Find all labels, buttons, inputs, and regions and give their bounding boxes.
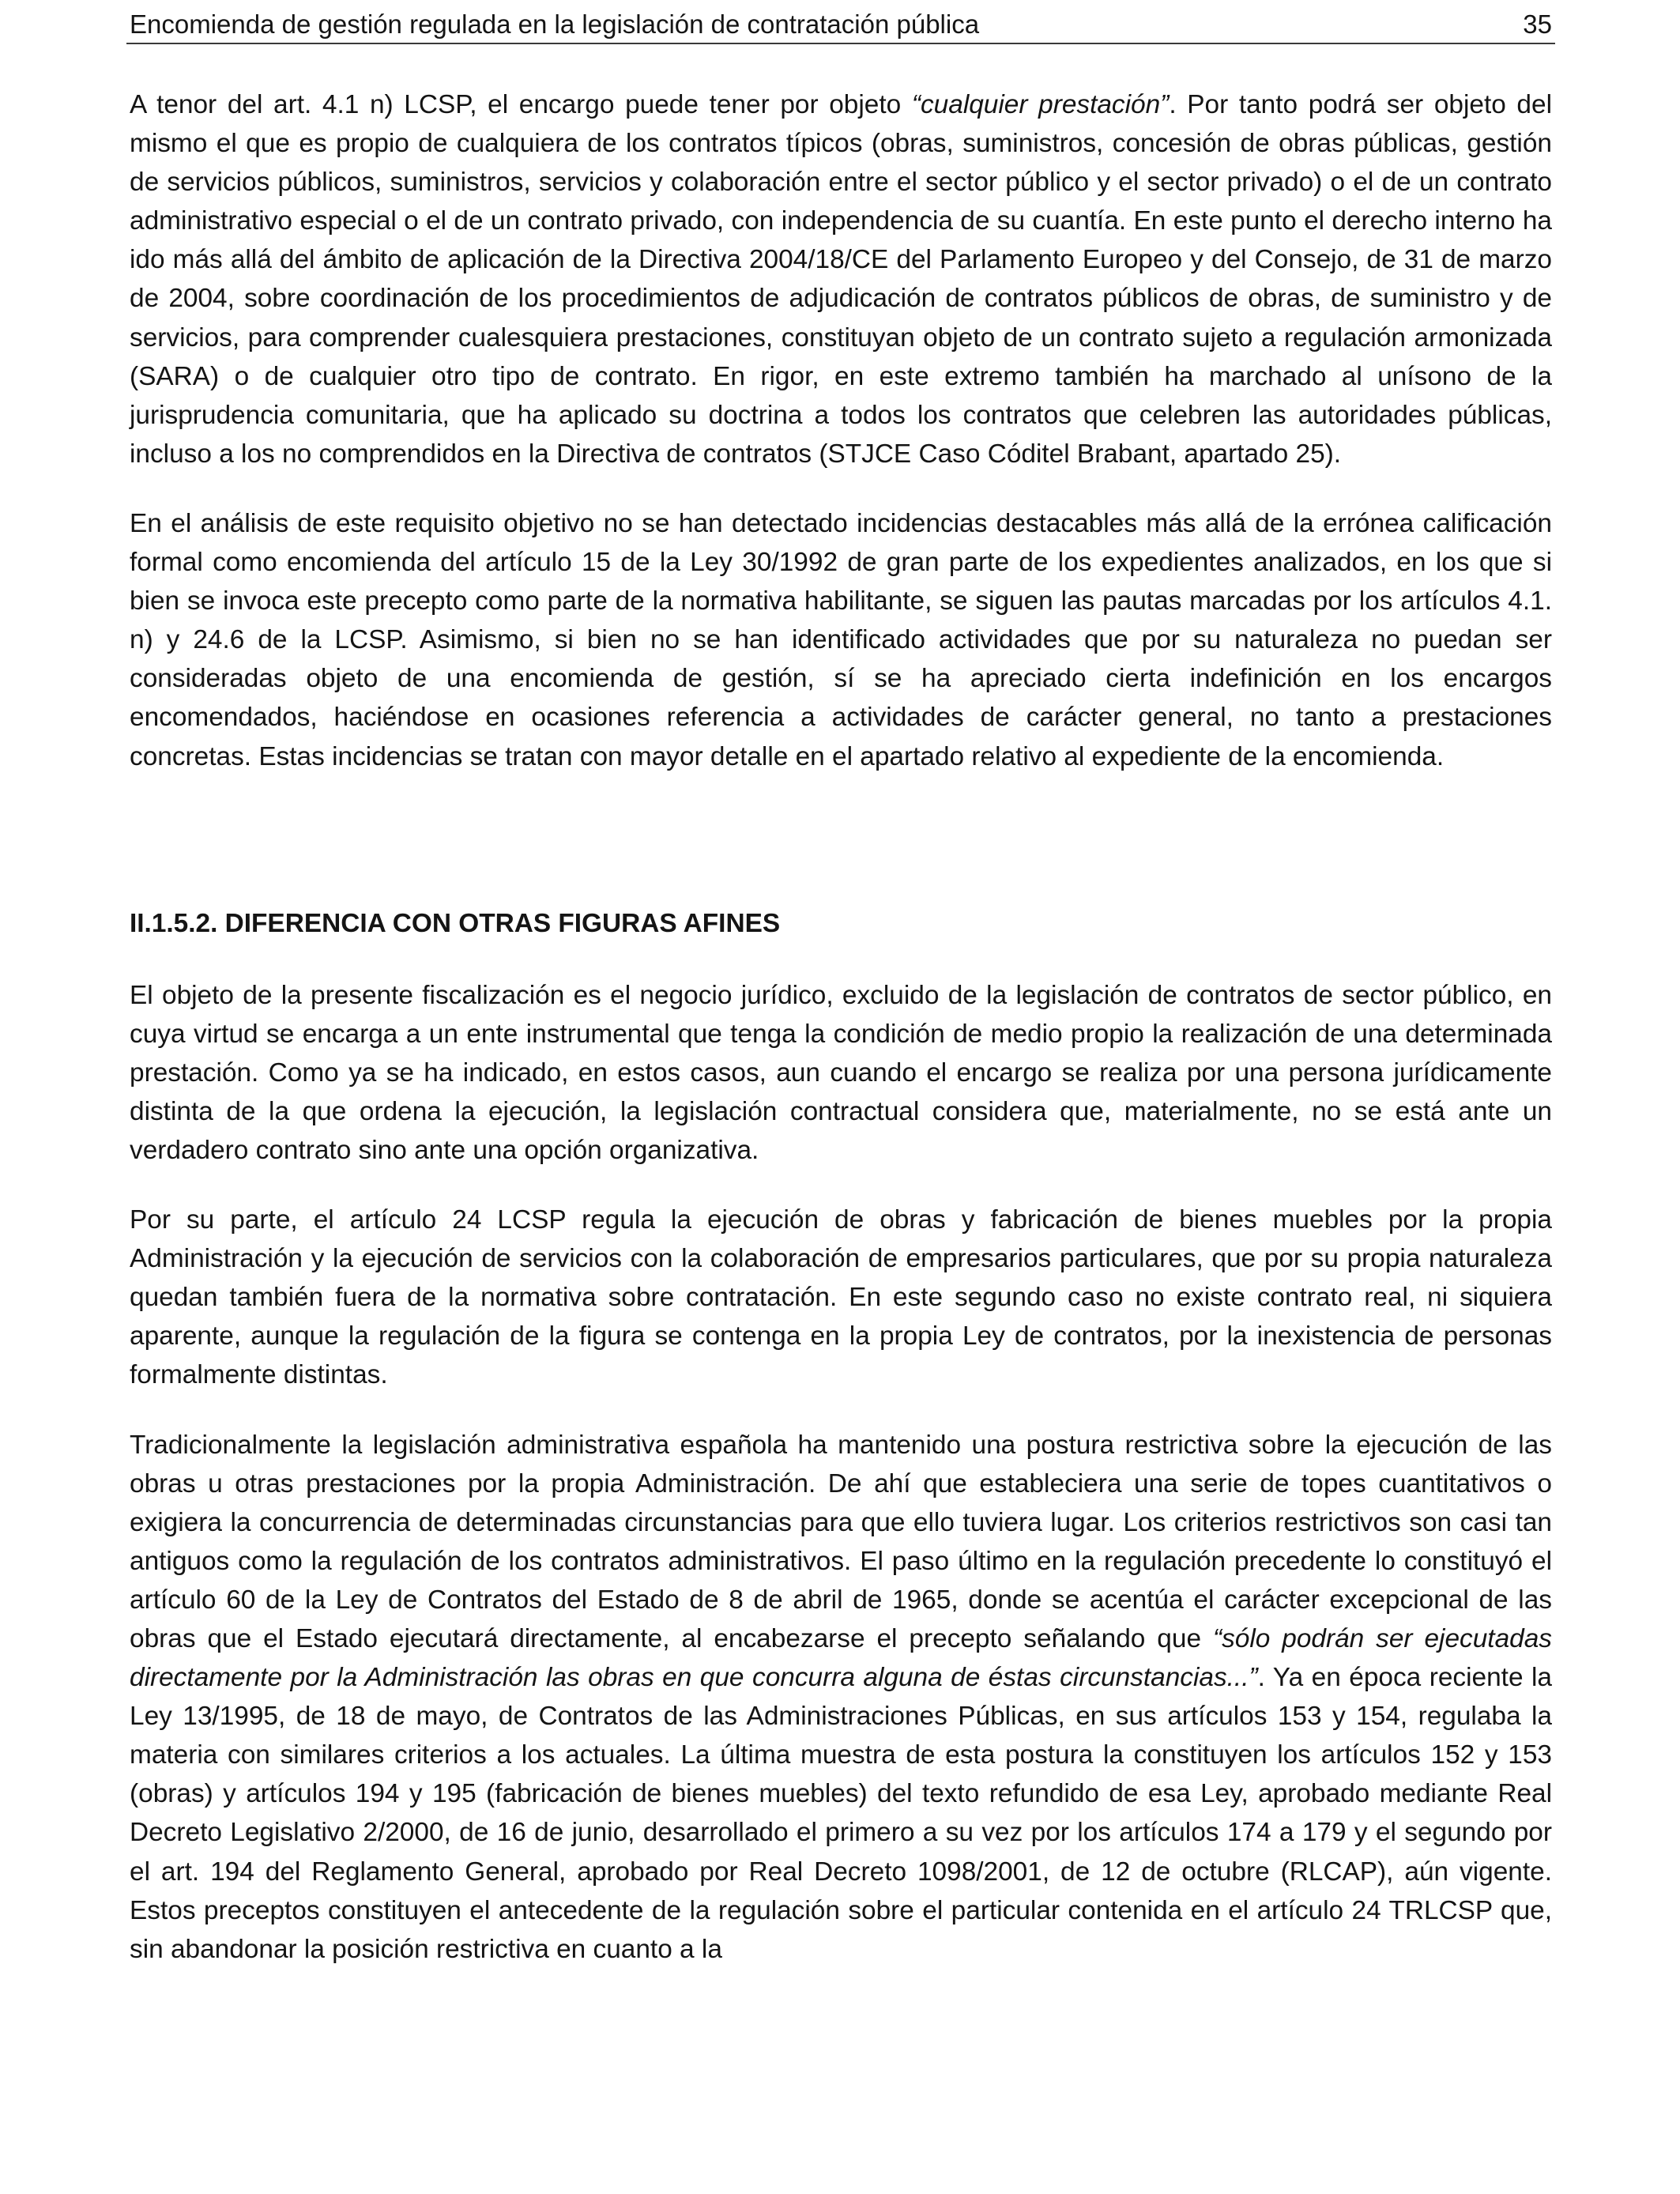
- paragraph-text: A tenor del art. 4.1 n) LCSP, el encargo puede tener por objeto: [130, 90, 912, 119]
- paragraph-audit-object: El objeto de la presente fiscalización es el negocio jurídico, excluido de la legislación de contratos de sector público, en cuya virtud se encarga a un ente instrumental que tenga la condición de medio propio la realización de una determinada prestación. Como ya se ha indicado, en estos casos, aun cuando el encargo se realiza por una persona jurídicamente distinta de la que ordena la ejecución, la legislación contractual considera que, materialmente, no se está ante un verdadero contrato sino ante una opción organizativa.: [130, 980, 1552, 1165]
- paragraph-traditional-legislation: [130, 1426, 1552, 1969]
- paragraph-text: Tradicionalmente la legislación administrativa española ha mantenido una postura restrictiva sobre la ejecución de las obras u otras prestaciones por la propia Administración. De ahí que estableciera una serie de topes cuantitativos o exigiera la concurrencia de determinadas circunstancias para que ello tuviera lugar. Los criterios restrictivos son casi tan antiguos como la regulación de los contratos administrativos. El paso último en la regulación precedente lo constituyó el artículo 60 de la Ley de Contratos del Estado de 8 de abril de 1965, donde se acentúa el carácter excepcional de las obras que el Estado ejecutará directamente, al encabezarse el precepto señalando que: [130, 1430, 1552, 1653]
- header-title: Encomienda de gestión regulada en la legislación de contratación pública: [130, 9, 980, 39]
- paragraph-analysis: En el análisis de este requisito objetivo no se han detectado incidencias destacables más allá de la errónea calificación formal como encomienda del artículo 15 de la Ley 30/1992 de gran parte de los expedientes analizados, en los que si bien se invoca este precepto como parte de la normativa habilitante, se siguen las pautas marcadas por los artículos 4.1. n) y 24.6 de la LCSP. Asimismo, si bien no se han identificado actividades que por su naturaleza no puedan ser consideradas objeto de una encomienda de gestión, sí se ha apreciado cierta indefinición en los encargos encomendados, haciéndose en ocasiones referencia a actividades de carácter general, no tanto a prestaciones concretas. Estas incidencias se tratan con mayor detalle en el apartado relativo al expediente de la encomienda.: [130, 508, 1552, 771]
- paragraph-article-24: Por su parte, el artículo 24 LCSP regula la ejecución de obras y fabricación de bienes muebles por la propia Administración y la ejecución de servicios con la colaboración de empresarios particulares, que por su propia naturaleza quedan también fuera de la normativa sobre contratación. En este segundo caso no existe contrato real, ni siquiera aparente, aunque la regulación de la figura se contenga en la propia Ley de contratos, por la inexistencia de personas formalmente distintas.: [130, 1205, 1552, 1390]
- document-body: [130, 85, 1552, 1969]
- italic-quote: “sólo podrán ser ejecutadas directamente por la Administración las obras en que concurra alguna de éstas circunstancias...”: [130, 1624, 1552, 1693]
- page-number: 35: [1523, 9, 1552, 39]
- section-heading: II.1.5.2. DIFERENCIA CON OTRAS FIGURAS AFINES: [130, 908, 781, 938]
- italic-quote: “cualquier prestación”: [911, 90, 1170, 119]
- paragraph-text: . Por tanto podrá ser objeto del mismo el que es propio de cualquiera de los contratos típicos (obras, suministros, concesión de obras públicas, gestión de servicios públicos, suministros, servicios y colaboración entre el sector público y el sector privado) o el de un contrato administrativo especial o el de un contrato privado, con independencia de su cuantía. En este punto el derecho interno ha ido más allá del ámbito de aplicación de la Directiva 2004/18/CE del Parlamento Europeo y del Consejo, de 31 de marzo de 2004, sobre coordinación de los procedimientos de adjudicación de contratos públicos de obras, de suministro y de servicios, para comprender cualesquiera prestaciones, constituyan objeto de un contrato sujeto a regulación armonizada (SARA) o de cualquier otro tipo de contrato. En rigor, en este extremo también ha marchado al unísono de la jurisprudencia comunitaria, que ha aplicado su doctrina a todos los contratos que celebren las autoridades públicas, incluso a los no comprendidos en la Directiva de contratos (STJCE Caso Códitel Brabant, apartado 25).: [130, 90, 1552, 469]
- paragraph-text: . Ya en época reciente la Ley 13/1995, de 18 de mayo, de Contratos de las Administraciones Públicas, en sus artículos 153 y 154, regulaba la materia con similares criterios a los actuales. La última muestra de esta postura la constituyen los artículos 152 y 153 (obras) y artículos 194 y 195 (fabricación de bienes muebles) del texto refundido de esa Ley, aprobado mediante Real Decreto Legislativo 2/2000, de 16 de junio, desarrollado el primero a su vez por los artículos 174 a 179 y el segundo por el art. 194 del Reglamento General, aprobado por Real Decreto 1098/2001, de 12 de octubre (RLCAP), aún vigente. Estos preceptos constituyen el antecedente de la regulación sobre el particular contenida en el artículo 24 TRLCSP que, sin abandonar la posición restrictiva en cuanto a la: [130, 1663, 1552, 1964]
- page-header: [126, 6, 1555, 44]
- paragraph-object-of-assignment: [130, 85, 1552, 473]
